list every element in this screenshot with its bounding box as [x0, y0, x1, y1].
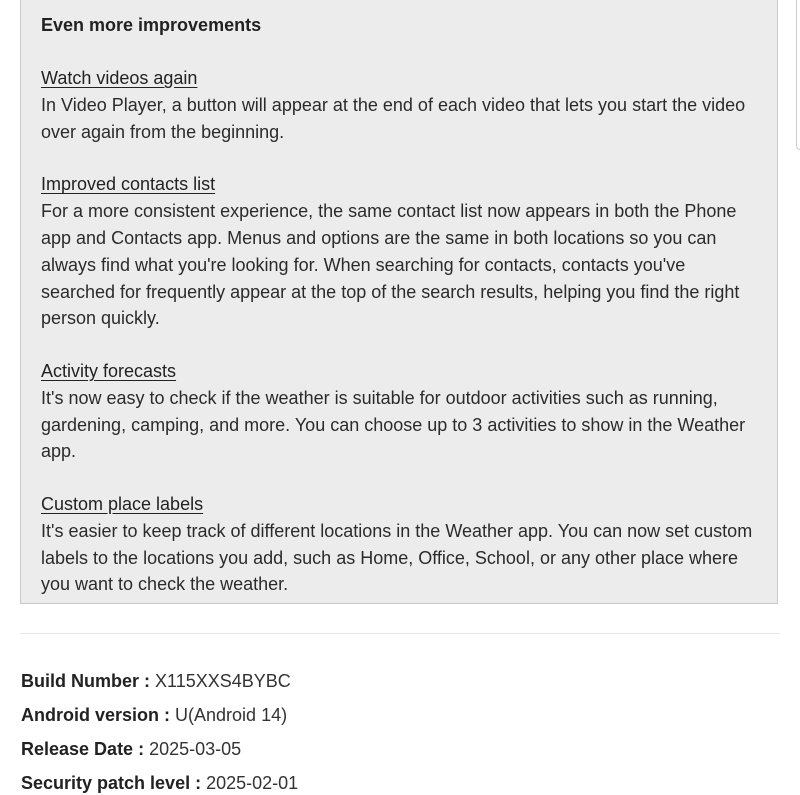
build-number-row: [21, 664, 781, 698]
section-body: In Video Player, a button will appear at the end of each video that lets you start the video over again from the beginning.: [41, 95, 746, 142]
build-number-label: Build Number :: [21, 671, 150, 691]
section-body: It's now easy to check if the weather is suitable for outdoor activities such as running, gardening, camping, and more. You can choose up to 3 activities to show in the Weather app.: [41, 387, 746, 462]
release-date-value: 2025-03-05: [149, 739, 242, 759]
section-title: Activity forecasts: [41, 360, 177, 381]
notes-section-activity-forecasts: [41, 358, 757, 465]
section-title: Custom place labels: [41, 494, 204, 515]
notes-section-watch-videos: [41, 65, 757, 145]
android-version-row: [21, 698, 781, 732]
android-version-value: U(Android 14): [175, 705, 288, 725]
build-number-value: X115XXS4BYBC: [155, 671, 291, 691]
section-body: For a more consistent experience, the same contact list now appears in both the Phone app and Contacts app. Menus and options are the same in both locations so you can always find what you're looking for. When searching for contacts, contacts you've searched for frequently appear at the top of the search results, helping you find the right person quickly.: [41, 201, 740, 329]
android-version-label: Android version :: [21, 705, 171, 725]
security-patch-row: [21, 766, 781, 795]
scrollbar[interactable]: [796, 0, 800, 150]
notes-section-contacts-list: [41, 171, 757, 332]
security-patch-value: 2025-02-01: [206, 773, 299, 793]
build-info-list: [21, 664, 781, 795]
section-body: It's easier to keep track of different locations in the Weather app. You can now set custom labels to the locations you add, such as Home, Office, School, or any other place where you want to check the weather.: [41, 521, 753, 595]
release-date-label: Release Date :: [21, 739, 145, 759]
section-title: Improved contacts list: [41, 174, 216, 195]
release-date-row: [21, 732, 781, 766]
security-patch-label: Security patch level :: [21, 773, 202, 793]
section-title: Watch videos again: [41, 68, 198, 88]
divider: [20, 633, 780, 634]
notes-heading: Even more improvements: [41, 15, 262, 35]
release-notes-panel: [20, 0, 778, 604]
notes-section-place-labels: [41, 491, 757, 598]
